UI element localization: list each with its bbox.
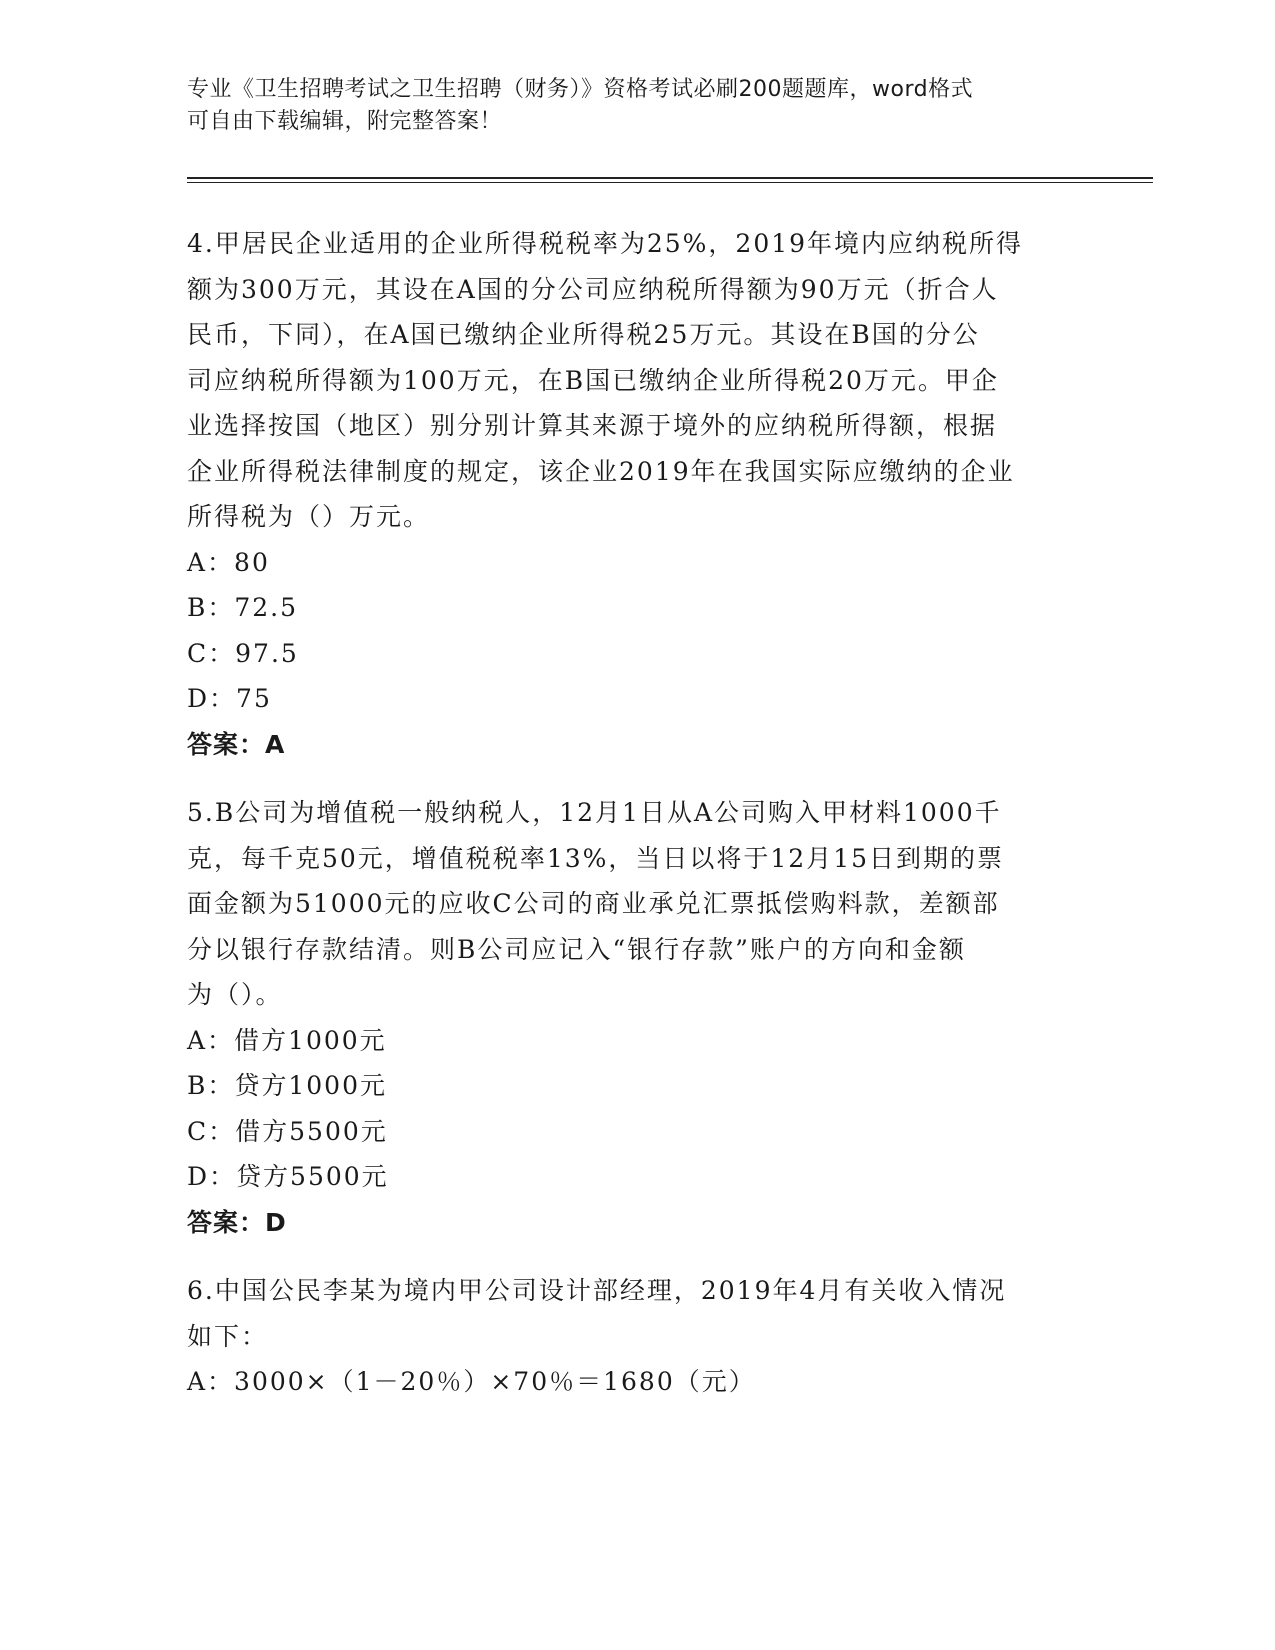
question-text-line: 如下： bbox=[187, 1321, 269, 1351]
question-text-line: 业选择按国（地区）别分别计算其来源于境外的应纳税所得额，根据 bbox=[187, 411, 998, 440]
question-4 bbox=[187, 221, 1067, 767]
question-text-line: 面金额为51000元的应收C公司的商业承兑汇票抵偿购料款，差额部 bbox=[187, 889, 1000, 918]
option-a: A：3000×（1－20％）×70％＝1680（元） bbox=[187, 1367, 756, 1396]
question-text-line: 司应纳税所得额为100万元，在B国已缴纳企业所得税20万元。甲企 bbox=[187, 365, 999, 395]
question-text-line: 6.中国公民李某为境内甲公司设计部经理，2019年4月有关收入情况 bbox=[187, 1276, 1007, 1305]
question-text-line: 4.甲居民企业适用的企业所得税税率为25%，2019年境内应纳税所得 bbox=[187, 229, 1024, 258]
header-divider-thick bbox=[187, 177, 1153, 179]
option-b: B：72.5 bbox=[187, 593, 299, 622]
option-d: D：贷方5500元 bbox=[187, 1162, 389, 1191]
option-b: B：贷方1000元 bbox=[187, 1071, 387, 1100]
question-text-line: 所得税为（）万元。 bbox=[187, 502, 431, 531]
option-a: A：80 bbox=[187, 547, 270, 577]
question-text-line: 克，每千克50元，增值税税率13%，当日以将于12月15日到期的票 bbox=[187, 843, 1005, 873]
answer-label: 答案：A bbox=[187, 729, 286, 759]
option-c: C：97.5 bbox=[187, 638, 299, 668]
question-text-line: 额为300万元，其设在A国的分公司应纳税所得额为90万元（折合人 bbox=[187, 274, 999, 304]
option-a: A：借方1000元 bbox=[187, 1025, 387, 1055]
document-header bbox=[187, 74, 1087, 138]
answer-label: 答案：D bbox=[187, 1207, 287, 1237]
question-text-line: 5.B公司为增值税一般纳税人，12月1日从A公司购入甲材料1000千 bbox=[187, 798, 1002, 827]
question-text-line: 民币，下同），在A国已缴纳企业所得税25万元。其设在B国的分公 bbox=[187, 320, 980, 349]
header-line-2: 可自由下载编辑，附完整答案！ bbox=[187, 109, 503, 134]
question-text-line: 分以银行存款结清。则B公司应记入“银行存款”账户的方向和金额 bbox=[187, 934, 966, 964]
option-d: D：75 bbox=[187, 684, 272, 713]
header-line-1: 专业《卫生招聘考试之卫生招聘（财务）》资格考试必刷200题题库，word格式 bbox=[187, 77, 974, 102]
header-divider-thin bbox=[187, 182, 1153, 183]
option-c: C：借方5500元 bbox=[187, 1116, 388, 1146]
question-text-line: 企业所得税法律制度的规定，该企业2019年在我国实际应缴纳的企业 bbox=[187, 456, 1015, 486]
question-5 bbox=[187, 790, 1067, 1245]
question-6 bbox=[187, 1268, 1067, 1405]
question-text-line: 为（）。 bbox=[187, 980, 283, 1009]
